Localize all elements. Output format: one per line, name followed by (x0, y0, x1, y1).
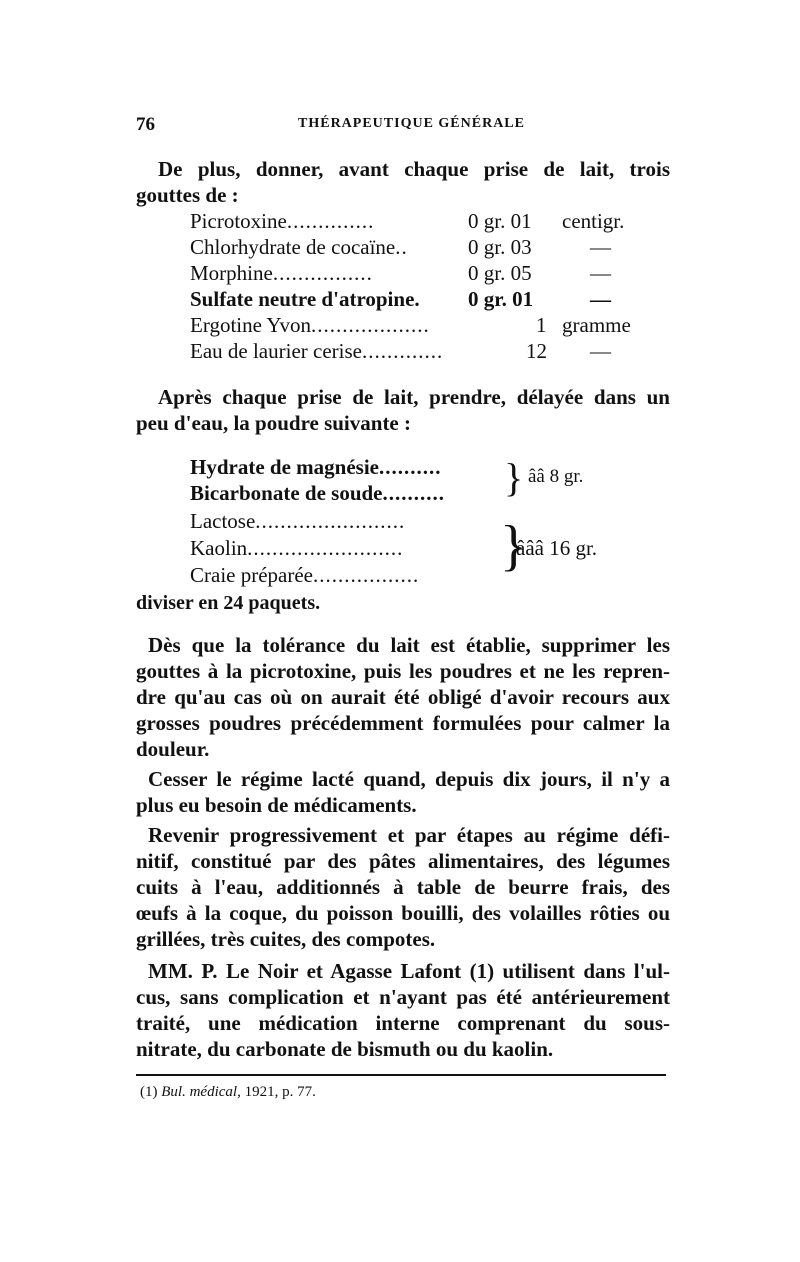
rx2-name: Hydrate de magnésie (190, 455, 379, 479)
para6-line: traité, une médication interne comprenant du sous- (136, 1011, 670, 1035)
para3-line: dre qu'au cas où on aurait été obligé d'avoir recours aux (136, 685, 670, 709)
para3-line: douleur. (136, 737, 210, 761)
rx-unit: — (590, 261, 611, 285)
rx-dots: ................ (272, 261, 373, 285)
rx2-dots: ........................ (255, 509, 406, 533)
rx-dots: .. (395, 235, 408, 259)
para3-line: grosses poudres précédemment formulées pour calmer la (136, 711, 670, 735)
rx-dots: ................... (310, 313, 430, 337)
rx-unit: centigr. (562, 209, 625, 233)
rx-name: Chlorhydrate de cocaïne (190, 235, 396, 259)
rx-name: Morphine (190, 261, 273, 285)
rx-row (190, 234, 611, 260)
para4-line: Cesser le régime lacté quand, depuis dix jours, il n'y a (148, 767, 670, 791)
rx2-row (190, 508, 405, 534)
rx-row (190, 338, 611, 364)
rx-dose: 0 gr. 03 (468, 235, 532, 259)
rx-dose: 1 (536, 313, 547, 337)
rx-row (190, 286, 611, 312)
rx-unit: — (590, 235, 611, 259)
rx2-row (190, 535, 403, 561)
rx2-name: Lactose (190, 509, 256, 533)
rx-unit: gramme (562, 313, 631, 337)
group1-quantity: ââ 8 gr. (528, 466, 584, 487)
para2-line2: peu d'eau, la poudre suivante : (136, 411, 411, 435)
rx-dots: .............. (286, 209, 375, 233)
rx-name: Sulfate neutre d'atropine. (190, 287, 420, 311)
para5-line: œufs à la coque, du poisson bouilli, des volailles rôties ou (136, 901, 670, 925)
footnote-details: 1921, p. 77. (244, 1084, 316, 1100)
rx2-row (190, 480, 445, 506)
para6-line: nitrate, du carbonate de bismuth ou du kaolin. (136, 1037, 554, 1061)
rx-name: Ergotine Yvon (190, 313, 311, 337)
para4-line: plus eu besoin de médicaments. (136, 793, 417, 817)
page-header (136, 114, 670, 138)
rx-dose: 0 gr. 01 (468, 209, 532, 233)
brace-group1: } (504, 455, 524, 500)
para3-line: gouttes à la picrotoxine, puis les poudres et ne les repren- (136, 659, 670, 683)
rx2-name: Kaolin (190, 536, 248, 560)
para3-line: Dès que la tolérance du lait est établie, supprimer les (148, 633, 670, 657)
rx-dose: 12 (526, 339, 547, 363)
para1-line1: De plus, donner, avant chaque prise de lait, trois (158, 157, 670, 181)
para6-line: cus, sans complication et n'ayant pas été antérieurement (136, 985, 670, 1009)
para1-line2: gouttes de : (136, 183, 239, 207)
rx2-dots: .......... (382, 481, 446, 505)
footnote (140, 1084, 316, 1101)
para6-line: MM. P. Le Noir et Agasse Lafont (1) utilisent dans l'ul- (148, 959, 670, 983)
rx-row (190, 208, 625, 234)
rx2-row (190, 454, 441, 480)
rx2-dots: ................. (313, 563, 420, 587)
rx2-row (190, 562, 419, 588)
para5-line: Revenir progressivement et par étapes au régime défi- (148, 823, 670, 847)
rx-name: Eau de laurier cerise (190, 339, 362, 363)
rx-row (190, 260, 611, 286)
rx-name: Picrotoxine (190, 209, 287, 233)
footnote-source: Bul. médical, (161, 1084, 241, 1100)
rx-row (190, 312, 631, 338)
division-instruction: diviser en 24 paquets. (136, 592, 321, 614)
group2-quantity: âââ 16 gr. (516, 536, 598, 560)
rx-dose: 0 gr. 05 (468, 261, 532, 285)
brace-group2: } (500, 515, 527, 577)
rx2-dots: .......... (378, 455, 442, 479)
para5-line: cuits à l'eau, additionnés à table de beurre frais, des (136, 875, 670, 899)
para5-line: grillées, très cuites, des compotes. (136, 927, 436, 951)
page-number: 76 (136, 114, 155, 135)
rx2-name: Craie préparée (190, 563, 313, 587)
running-title: THÉRAPEUTIQUE GÉNÉRALE (298, 116, 525, 131)
rx-dots: ............. (361, 339, 444, 363)
rx-dose: 0 gr. 01 (468, 287, 534, 311)
rx2-name: Bicarbonate de soude (190, 481, 383, 505)
rx-unit: — (590, 287, 611, 311)
rx-unit: — (590, 339, 611, 363)
rx2-dots: ......................... (247, 536, 404, 560)
footnote-rule (136, 1074, 666, 1076)
footnote-marker: (1) (140, 1084, 158, 1100)
para2-line1: Après chaque prise de lait, prendre, délayée dans un (158, 385, 670, 409)
para5-line: nitif, constitué par des pâtes alimentaires, des légumes (136, 849, 670, 873)
